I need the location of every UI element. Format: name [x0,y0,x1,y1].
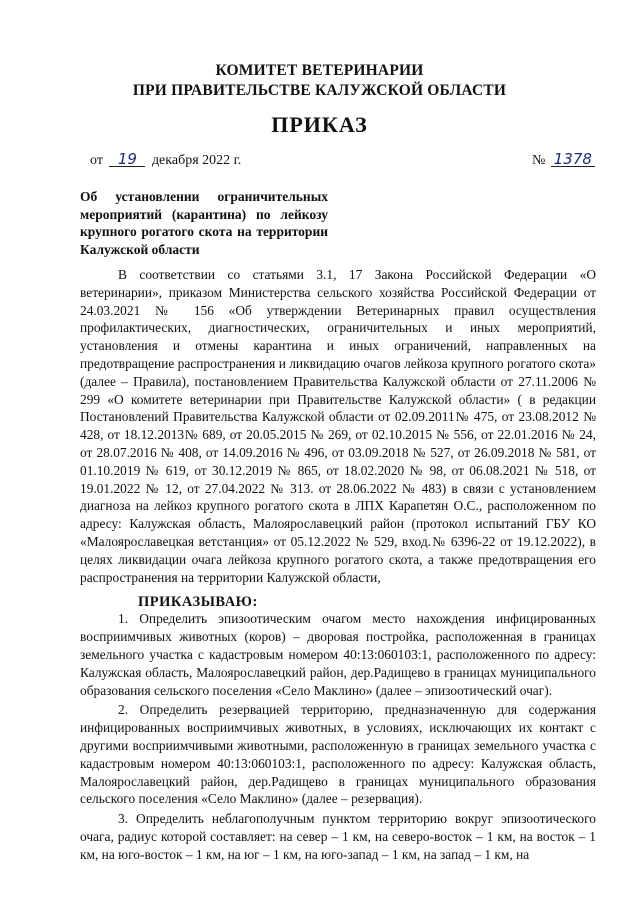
date-day-handwritten: 19 [109,152,145,167]
document-title: ПРИКАЗ [271,112,368,137]
order-date [90,152,241,169]
date-prefix: от [90,153,103,168]
order-directive-heading: ПРИКАЗЫВАЮ: [138,594,258,611]
order-number-handwritten: 1378 [551,152,595,167]
org-name-line2: ПРИ ПРАВИТЕЛЬСТВЕ КАЛУЖСКОЙ ОБЛАСТИ [132,82,507,99]
order-item-1: 1. Определить эпизоотическим очагом место нахождения инфицированных восприимчивых животных (коров) – дворовая постройка, расположенная в границах земельного участка с кадастровым номером 40:13:060103:1, расположенного по адресу: Калужская область, Малоярославецкий район, дер.Радищево в границах муниципального образования сельского поселения «Село Маклино» (далее – эпизоотический очаг). [80,611,596,698]
order-subject: Об установлении ограничительных мероприятий (карантина) по лейкозу крупного рогатого скота на территории Калужской области [80,189,328,257]
order-item-2: 2. Определить резервацией территорию, предназначенную для содержания инфицированных восприимчивых животных, в условиях, исключающих их контакт с другими восприимчивыми животными, расположенную в границах земельного участка с кадастровым номером 40:13:060103:1, расположенного по адресу: Калужская область, Малоярославецкий район, дер.Радищево в границах муниципального образования сельского поселения «Село Маклино» (далее – резервация). [80,702,596,807]
order-item-3: 3. Определить неблагополучным пунктом территорию вокруг эпизоотического очага, радиус которой составляет: на север – 1 км, на северо-восток – 1 км, на восток – 1 км, на юго-восток – 1 км, на юг – 1 км, на юго-запад – 1 км, на запад – 1 км, на [80,811,596,862]
date-month-year: декабря 2022 г. [151,153,242,168]
order-number [532,152,595,169]
order-body [80,266,596,864]
preamble-paragraph: В соответствии со статьями 3.1, 17 Закона Российской Федерации «О ветеринарии», приказом Министерства сельского хозяйства Российской Федерации от 24.03.2021 № 156 «Об утверждении Ветеринарных правил осуществления профилактических, диагностических, ограничительных и иных мероприятий, установления и отмены карантина и иных ограничений, направленных на предотвращение распространения и ликвидацию очагов лейкоза крупного рогатого скота» (далее – Правила), постановлением Правительства Калужской области от 27.11.2006 № 299 «О комитете ветеринарии при Правительстве Калужской области» ( в редакции Постановлений Правительства Калужской области от 02.09.2011№ 475, от 23.08.2012 № 428, от 18.12.2013№ 689, от 20.05.2015 № 269, от 02.10.2015 № 556, от 22.01.2016 № 24, от 28.07.2016 № 408, от 14.09.2016 № 496, от 03.09.2018 № 527, от 26.09.2018 № 581, от 01.10.2019 № 619, от 30.12.2019 № 865, от 18.02.2020 № 98, от 06.08.2021 № 518, от 19.01.2022 № 12, от 27.04.2022 № 313. от 28.06.2022 № 483) в связи с установлением диагноза на лейкоз крупного рогатого скота в ЛПХ Карапетян О.С., расположенном по адресу: Калужская область, Малоярославецкий район (протокол испытаний ГБУ КО «Малоярославецкая ветстанция» от 05.12.2022 № 529, вход.№ 6396-22 от 19.12.2022), в целях ликвидации очага лейкоза крупного рогатого скота, а также предотвращения его распространения на территории Калужской области, [80,267,596,585]
org-name-line1: КОМИТЕТ ВЕТЕРИНАРИИ [215,62,424,79]
number-prefix: № [532,153,546,168]
